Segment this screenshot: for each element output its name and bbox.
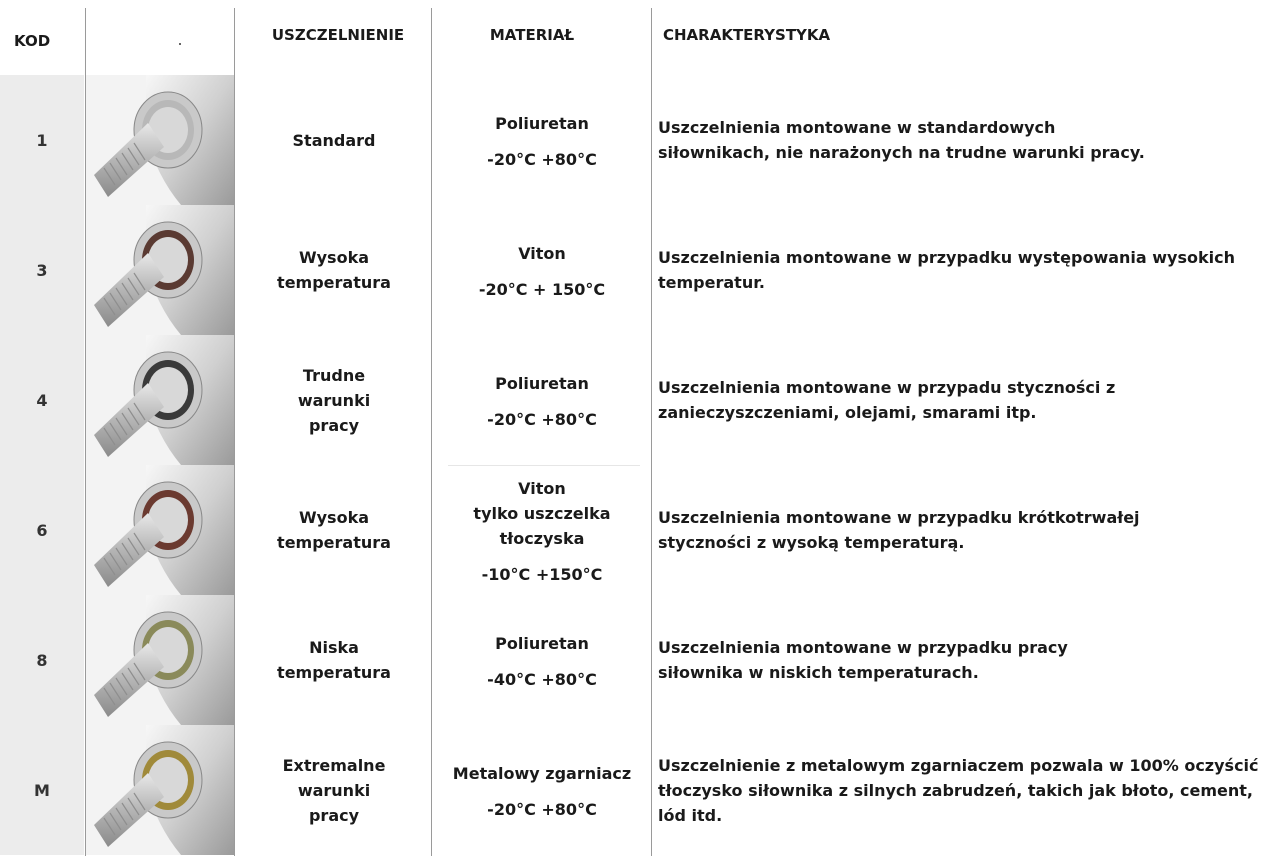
uszczelnienie-cell [236,725,432,855]
cylinder-image [86,335,234,465]
header-image-placeholder [179,43,181,45]
temperature-range: -20°C +80°C [487,150,597,169]
cylinder-image [86,75,234,205]
charakterystyka-cell: Uszczelnienia montowane w przypadu styczności z zanieczyszczeniami, olejami, smarami itp. [658,378,1116,422]
charakterystyka-cell: Uszczelnienia montowane w standardowych siłownikach, nie narażonych na trudne warunki pracy. [658,118,1145,162]
uszczelnienie-label: Standard [292,130,376,150]
uszczelnienie-label: Niska temperatura [277,638,391,682]
header-material: MATERIAŁ [489,26,575,44]
uszczelnienie-cell [236,465,432,595]
material-name: Poliuretan [495,374,589,393]
kod-cell: 6 [0,465,84,595]
material-cell [432,335,652,465]
cylinder-image [86,595,234,725]
uszczelnienie-label: Trudne warunki pracy [297,365,371,435]
header-uszczelnienie: USZCZELNIENIE [271,26,405,44]
temperature-range: -20°C +80°C [487,800,597,819]
header-kod: KOD [14,32,51,50]
viton-rod-seal-icon [86,465,234,595]
cylinder-image [86,725,234,855]
uszczelnienie-label: Extremalne warunki pracy [282,755,386,825]
table-row [0,75,1280,205]
table-row [0,465,1280,595]
table-row [0,335,1280,465]
metal-scraper-seal-icon [86,725,234,855]
standard-seal-icon [86,75,234,205]
charakterystyka-cell: Uszczelnienia montowane w przypadku występowania wysokich temperatur. [658,248,1235,292]
material-cell [432,205,652,335]
charakterystyka-cell: Uszczelnienia montowane w przypadku krótkotrwałej styczności z wysoką temperaturą. [658,508,1140,552]
uszczelnienie-label: Wysoka temperatura [277,248,391,292]
uszczelnienie-cell [236,335,432,465]
temperature-range: -20°C +80°C [487,410,597,429]
temperature-range: -20°C + 150°C [478,280,606,299]
table-row [0,595,1280,725]
material-name: Poliuretan [495,634,589,653]
material-name: Viton tylko uszczelka tłoczyska [473,479,611,548]
kod-cell: 8 [0,595,84,725]
row-separator [448,465,640,466]
material-name: Poliuretan [495,114,589,133]
material-cell [432,725,652,855]
table-row [0,205,1280,335]
charakterystyka-cell: Uszczelnienia montowane w przypadku pracy siłownika w niskich temperaturach. [658,638,1068,682]
uszczelnienie-label: Wysoka temperatura [277,508,391,552]
kod-cell: M [0,725,84,855]
material-cell [432,75,652,205]
kod-cell: 4 [0,335,84,465]
temperature-range: -10°C +150°C [481,565,603,584]
table-row [0,725,1280,855]
uszczelnienie-cell [236,595,432,725]
dirt-seal-icon [86,335,234,465]
material-name: Metalowy zgarniacz [452,764,632,783]
kod-cell: 3 [0,205,84,335]
cylinder-image [86,205,234,335]
temperature-range: -40°C +80°C [487,670,597,689]
header-charakterystyka: CHARAKTERYSTYKA [663,26,831,44]
viton-seal-icon [86,205,234,335]
material-name: Viton [518,244,566,263]
uszczelnienie-cell [236,75,432,205]
material-cell [432,465,652,595]
material-cell [432,595,652,725]
low-temp-seal-icon [86,595,234,725]
cylinder-image [86,465,234,595]
charakterystyka-cell: Uszczelnienie z metalowym zgarniaczem pozwala w 100% oczyścić tłoczysko siłownika z silnych zabrudzeń, takich jak błoto, cement, lód itd. [658,755,1259,825]
kod-cell: 1 [0,75,84,205]
uszczelnienie-cell [236,205,432,335]
